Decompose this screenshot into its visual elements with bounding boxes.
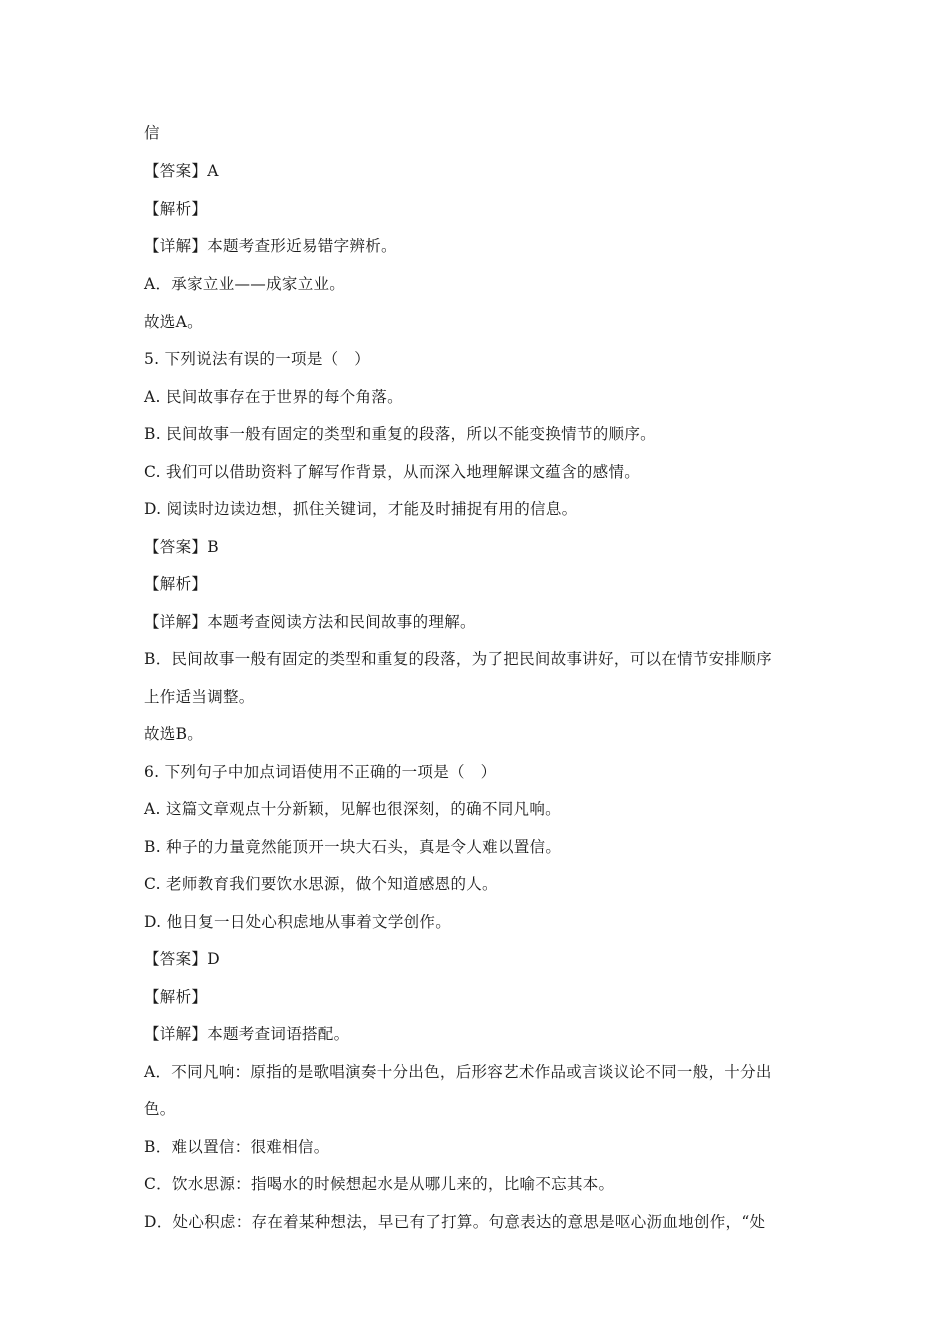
analysis-label: 【解析】 [144,200,208,218]
question-6-title: 6. 下列句子中加点词语使用不正确的一项是（ ） [144,763,497,781]
detail-explanation: 【详解】本题考查阅读方法和民间故事的理解。 [144,613,476,631]
explanation-line: A．承家立业——成家立业。 [144,275,346,293]
explanation-line: B．民间故事一般有固定的类型和重复的段落，为了把民间故事讲好，可以在情节安排顺序 [144,650,772,668]
detail-explanation: 【详解】本题考查词语搭配。 [144,1025,350,1043]
analysis-label: 【解析】 [144,988,208,1006]
question-5-option-c: C. 我们可以借助资料了解写作背景，从而深入地理解课文蕴含的感情。 [144,463,641,481]
question-5-option-a: A. 民间故事存在于世界的每个角落。 [144,388,403,406]
explanation-line: 色。 [144,1100,176,1118]
answer-label: 【答案】B [144,538,219,556]
analysis-label: 【解析】 [144,575,208,593]
detail-explanation: 【详解】本题考查形近易错字辨析。 [144,237,397,255]
question-5-option-b: B. 民间故事一般有固定的类型和重复的段落，所以不能变换情节的顺序。 [144,425,656,443]
question-5-option-d: D. 阅读时边读边想，抓住关键词，才能及时捕捉有用的信息。 [144,500,578,518]
text-line-continuation: 信 [144,124,160,142]
explanation-line: 上作适当调整。 [144,688,255,706]
answer-label: 【答案】D [144,950,220,968]
question-6-option-c: C. 老师教育我们要饮水思源，做个知道感恩的人。 [144,875,498,893]
choose-answer: 故选A。 [144,313,203,331]
choose-answer: 故选B。 [144,725,204,743]
question-6-option-d: D. 他日复一日处心积虑地从事着文学创作。 [144,913,452,931]
question-6-option-b: B. 种子的力量竟然能顶开一块大石头，真是令人难以置信。 [144,838,562,856]
question-5-title: 5. 下列说法有误的一项是（ ） [144,350,371,368]
question-6-option-a: A. 这篇文章观点十分新颖，见解也很深刻，的确不同凡响。 [144,800,561,818]
answer-label: 【答案】A [144,162,219,180]
explanation-line: A．不同凡响：原指的是歌唱演奏十分出色，后形容艺术作品或言谈议论不同一般，十分出 [144,1063,772,1081]
explanation-line: B．难以置信：很难相信。 [144,1138,330,1156]
explanation-line: D．处心积虑：存在着某种想法，早已有了打算。句意表达的意思是呕心沥血地创作，“处 [144,1213,766,1231]
explanation-line: C．饮水思源：指喝水的时候想起水是从哪儿来的，比喻不忘其本。 [144,1175,615,1193]
